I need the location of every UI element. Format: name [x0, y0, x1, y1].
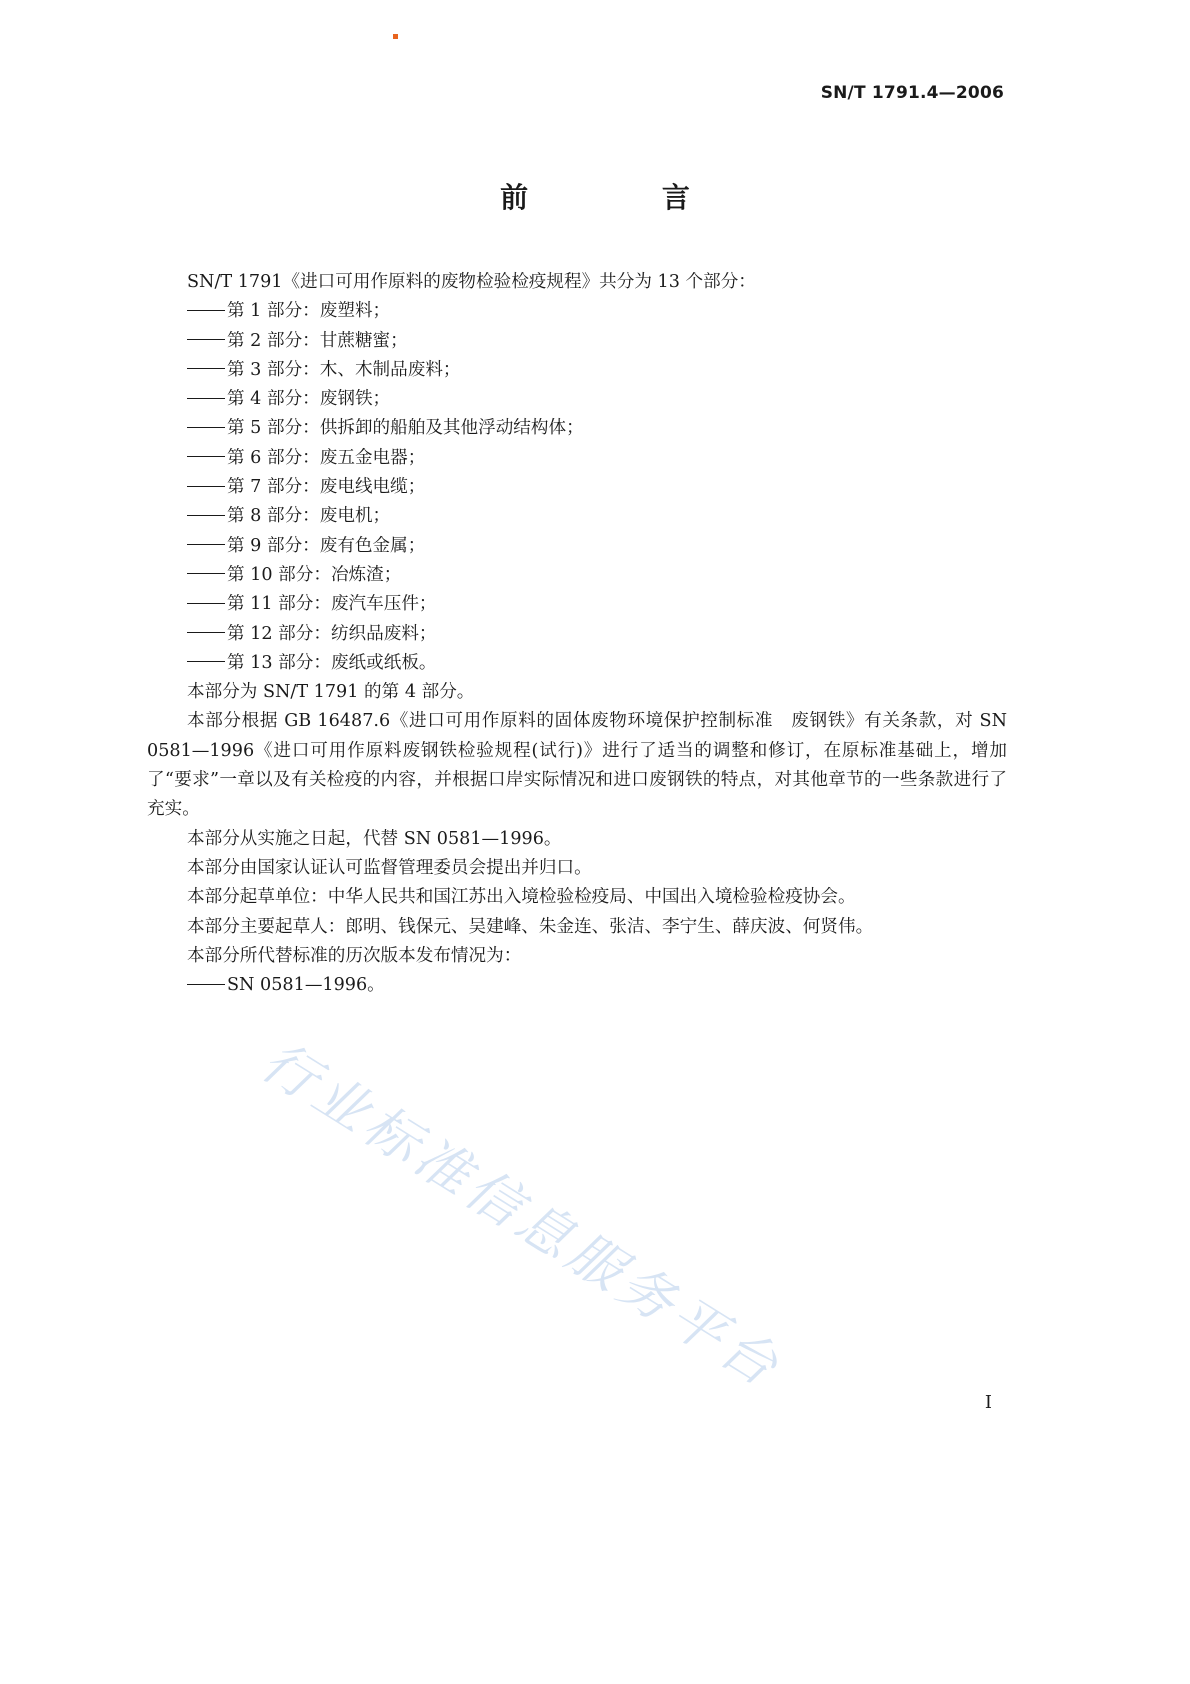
dash-icon — [187, 603, 225, 604]
dash-icon — [187, 398, 225, 399]
dash-icon — [187, 544, 225, 545]
top-marker — [393, 34, 398, 39]
dash-icon — [187, 427, 225, 428]
standard-code: SN/T 1791.4—2006 — [820, 83, 1004, 103]
part-list-item: 第 10 部分：冶炼渣； — [147, 561, 1007, 590]
section-title: 前 言 — [500, 181, 752, 214]
part-list-item: 第 4 部分：废钢铁； — [147, 385, 1007, 414]
page-number: I — [984, 1392, 992, 1413]
dash-icon — [187, 486, 225, 487]
paragraph-basis: 本部分根据 GB 16487.6《进口可用作原料的固体废物环境保护控制标准 废钢铁》有关条款，对 SN 0581—1996《进口可用作原料废钢铁检验规程(试行)》进行了适当的调整和修订，在原标准基础上，增加了“要求”一章以及有关检疫的内容，并根据口岸实际情况和进口废钢铁的特点，对其他章节的一些条款进行了充实。 — [147, 711, 1007, 820]
dash-icon — [187, 339, 225, 340]
history-list-item: SN 0581—1996。 — [147, 971, 1007, 1000]
paragraph-history-intro: 本部分所代替标准的历次版本发布情况为： — [187, 945, 522, 966]
dash-icon — [187, 368, 225, 369]
dash-icon — [187, 984, 225, 985]
part-list-item: 第 8 部分：废电机； — [147, 502, 1007, 531]
part-list-item: 第 2 部分：甘蔗糖蜜； — [147, 327, 1007, 356]
dash-icon — [187, 573, 225, 574]
parts-list — [147, 297, 1007, 678]
part-list-item: 第 7 部分：废电线电缆； — [147, 473, 1007, 502]
dash-icon — [187, 661, 225, 662]
part-list-item: 第 9 部分：废有色金属； — [147, 532, 1007, 561]
history-list — [147, 971, 1007, 1000]
part-list-item: 第 6 部分：废五金电器； — [147, 444, 1007, 473]
paragraph-part-number: 本部分为 SN/T 1791 的第 4 部分。 — [187, 682, 475, 703]
part-list-item: 第 3 部分：木、木制品废料； — [147, 356, 1007, 385]
dash-icon — [187, 515, 225, 516]
paragraph-drafters: 本部分主要起草人：郎明、钱保元、吴建峰、朱金连、张洁、李宁生、薛庆波、何贤伟。 — [187, 916, 874, 937]
paragraph-replacement: 本部分从实施之日起，代替 SN 0581—1996。 — [187, 828, 562, 849]
paragraph-drafting-units: 本部分起草单位：中华人民共和国江苏出入境检验检疫局、中国出入境检验检疫协会。 — [187, 887, 856, 908]
watermark-text: 行业标准信息服务平台 — [250, 1029, 793, 1401]
part-list-item: 第 12 部分：纺织品废料； — [147, 620, 1007, 649]
paragraph-proposer: 本部分由国家认证认可监督管理委员会提出并归口。 — [187, 857, 592, 878]
part-list-item: 第 1 部分：废塑料； — [147, 297, 1007, 326]
dash-icon — [187, 310, 225, 311]
dash-icon — [187, 456, 225, 457]
part-list-item: 第 13 部分：废纸或纸板。 — [147, 649, 1007, 678]
part-list-item: 第 5 部分：供拆卸的船舶及其他浮动结构体； — [147, 414, 1007, 443]
dash-icon — [187, 632, 225, 633]
part-list-item: 第 11 部分：废汽车压件； — [147, 590, 1007, 619]
intro-paragraph: SN/T 1791《进口可用作原料的废物检验检疫规程》共分为 13 个部分： — [187, 272, 756, 292]
foreword-body — [147, 268, 1007, 1000]
